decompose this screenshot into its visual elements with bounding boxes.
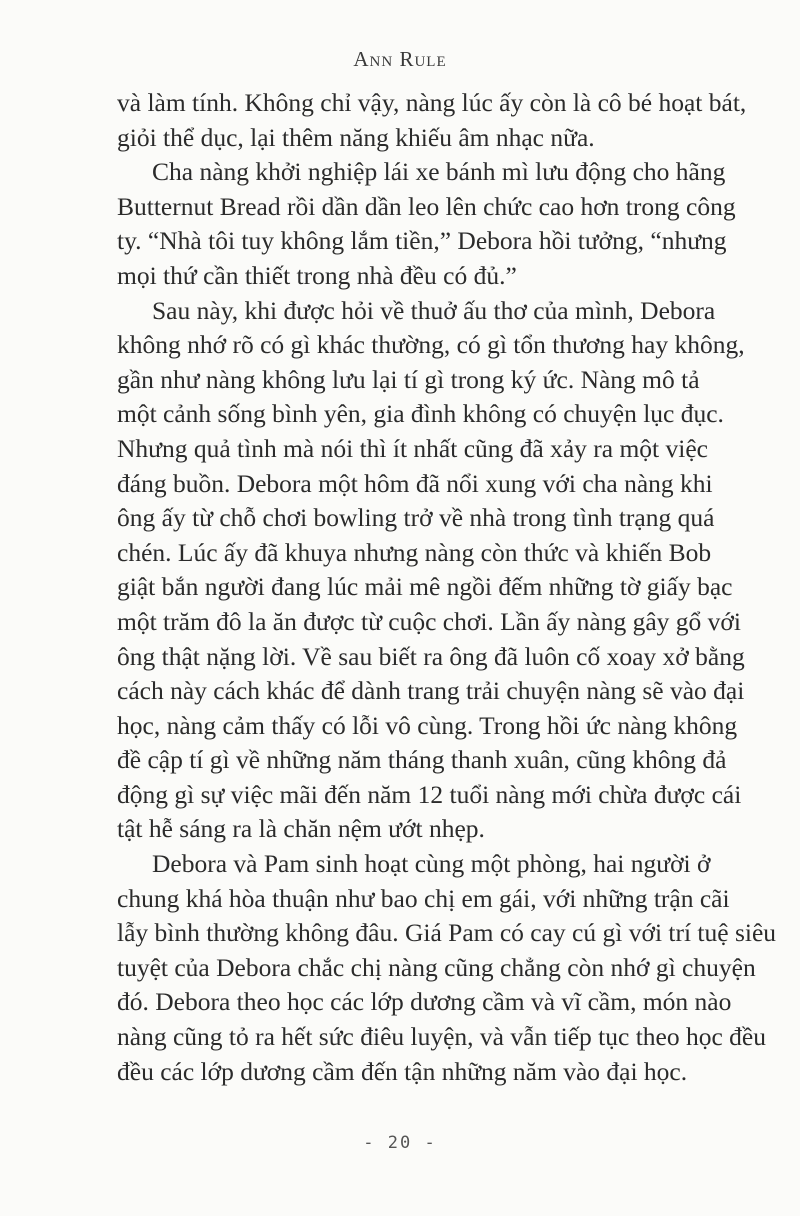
text-line: đó. Debora theo học các lớp dương cầm và vĩ cầm, món nào bbox=[117, 987, 732, 1017]
paragraph bbox=[117, 86, 747, 155]
text-line: Sau này, khi được hỏi về thuở ấu thơ của mình, Debora bbox=[152, 295, 716, 325]
text-line: Debora và Pam sinh hoạt cùng một phòng, hai người ở bbox=[152, 849, 711, 879]
paragraph bbox=[117, 294, 745, 848]
body-text bbox=[117, 86, 777, 1089]
text-line: Butternut Bread rồi dần dần leo lên chức cao hơn trong công bbox=[117, 191, 736, 221]
text-line: chén. Lúc ấy đã khuya nhưng nàng còn thức và khiến Bob bbox=[117, 537, 712, 567]
text-line: mọi thứ cần thiết trong nhà đều có đủ.” bbox=[117, 260, 517, 290]
text-line: đề cập tí gì về những năm tháng thanh xuân, cũng không đả bbox=[117, 745, 727, 775]
text-line: lẫy bình thường không đâu. Giá Pam có cay cú gì với trí tuệ siêu bbox=[117, 918, 777, 948]
text-line: không nhớ rõ có gì khác thường, có gì tổn thương hay không, bbox=[117, 330, 745, 360]
text-line: cách này cách khác để dành trang trải chuyện nàng sẽ vào đại bbox=[117, 676, 745, 706]
text-line: nàng cũng tỏ ra hết sức điêu luyện, và vẫn tiếp tục theo học đều bbox=[117, 1022, 766, 1052]
text-line: tuyệt của Debora chắc chị nàng cũng chẳng còn nhớ gì chuyện bbox=[117, 952, 756, 982]
running-head: Ann Rule bbox=[353, 47, 447, 71]
text-line: học, nàng cảm thấy có lỗi vô cùng. Trong hồi ức nàng không bbox=[117, 710, 738, 740]
page-number: - 20 - bbox=[363, 1133, 437, 1153]
text-line: tật hễ sáng ra là chăn nệm ướt nhẹp. bbox=[117, 814, 485, 844]
text-line: Cha nàng khởi nghiệp lái xe bánh mì lưu động cho hãng bbox=[152, 157, 726, 187]
text-line: gần như nàng không lưu lại tí gì trong ký ức. Nàng mô tả bbox=[117, 364, 700, 394]
text-line: và làm tính. Không chỉ vậy, nàng lúc ấy còn là cô bé hoạt bát, bbox=[117, 88, 747, 117]
text-line: một cảnh sống bình yên, gia đình không có chuyện lục đục. bbox=[117, 399, 724, 429]
paragraph bbox=[117, 847, 777, 1089]
text-line: ông thật nặng lời. Về sau biết ra ông đã luôn cố xoay xở bằng bbox=[117, 641, 745, 671]
text-line: chung khá hòa thuận như bao chị em gái, với những trận cãi bbox=[117, 883, 730, 913]
text-line: ông ấy từ chỗ chơi bowling trở về nhà trong tình trạng quá bbox=[117, 503, 715, 533]
text-line: đều các lớp dương cầm đến tận những năm vào đại học. bbox=[117, 1056, 688, 1086]
text-line: giỏi thể dục, lại thêm năng khiếu âm nhạc nữa. bbox=[117, 122, 595, 152]
text-line: một trăm đô la ăn được từ cuộc chơi. Lần ấy nàng gây gổ với bbox=[117, 606, 741, 636]
paragraph bbox=[117, 155, 736, 293]
text-line: ty. “Nhà tôi tuy không lắm tiền,” Debora hồi tưởng, “nhưng bbox=[117, 226, 727, 256]
text-line: giật bắn người đang lúc mải mê ngồi đếm những tờ giấy bạc bbox=[117, 572, 733, 602]
text-line: đáng buồn. Debora một hôm đã nổi xung với cha nàng khi bbox=[117, 468, 713, 498]
text-line: động gì sự việc mãi đến năm 12 tuổi nàng mới chừa được cái bbox=[117, 779, 742, 809]
text-line: Nhưng quả tình mà nói thì ít nhất cũng đã xảy ra một việc bbox=[117, 433, 708, 463]
